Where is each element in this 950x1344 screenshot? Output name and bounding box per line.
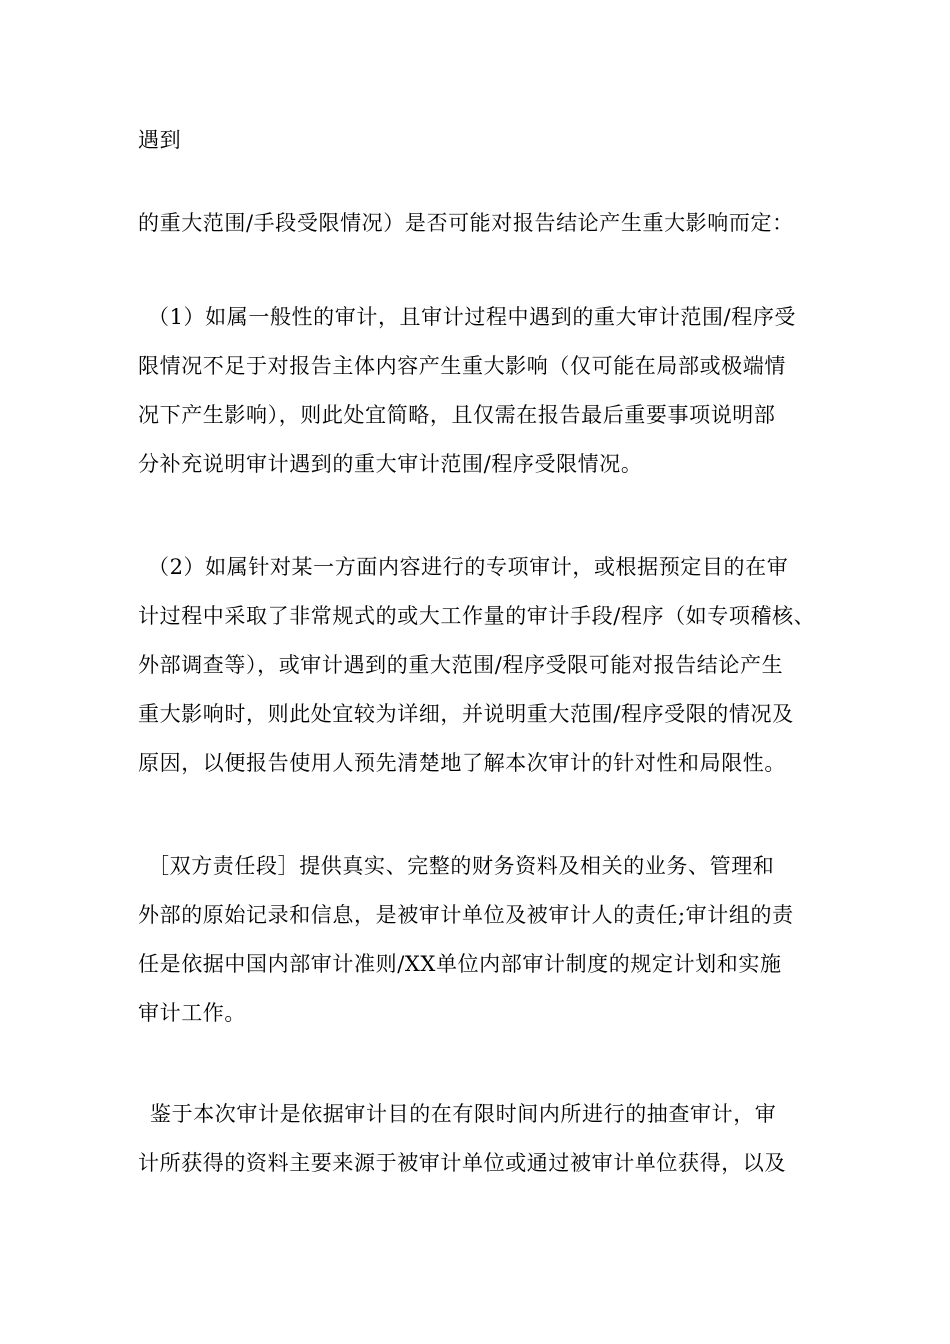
text-line: ［双方责任段］提供真实、完整的财务资料及相关的业务、管理和: [148, 854, 775, 878]
text-line: 限情况不足于对报告主体内容产生重大影响（仅可能在局部或极端情: [138, 354, 786, 378]
text-line: 鉴于本次审计是依据审计目的在有限时间内所进行的抽查审计，审: [150, 1102, 777, 1126]
text-line: 计过程中采取了非常规式的或大工作量的审计手段/程序（如专项稽核、: [138, 604, 816, 628]
text-line: 分补充说明审计遇到的重大审计范围/程序受限情况。: [138, 452, 643, 476]
text-line: （2）如属针对某一方面内容进行的专项审计，或根据预定目的在审: [148, 555, 789, 579]
text-line: 原因，以便报告使用人预先清楚地了解本次审计的针对性和局限性。: [138, 751, 786, 775]
text-line: 审计工作。: [138, 1001, 246, 1025]
text-line: 况下产生影响），则此处宜简略，且仅需在报告最后重要事项说明部: [138, 403, 776, 427]
text-line: 遇到: [138, 128, 182, 152]
text-line: 重大影响时，则此处宜较为详细，并说明重大范围/程序受限的情况及: [138, 702, 794, 726]
text-line: 外部的原始记录和信息，是被审计单位及被审计人的责任;审计组的责: [138, 903, 794, 927]
text-line: 的重大范围/手段受限情况）是否可能对报告结论产生重大影响而定：: [138, 211, 794, 235]
text-line: 计所获得的资料主要来源于被审计单位或通过被审计单位获得，以及: [138, 1151, 786, 1175]
text-line: （1）如属一般性的审计，且审计过程中遇到的重大审计范围/程序受: [148, 305, 797, 329]
text-line: 外部调查等），或审计遇到的重大范围/程序受限可能对报告结论产生: [138, 653, 784, 677]
text-line: 任是依据中国内部审计准则/XX单位内部审计制度的规定计划和实施: [138, 952, 782, 976]
